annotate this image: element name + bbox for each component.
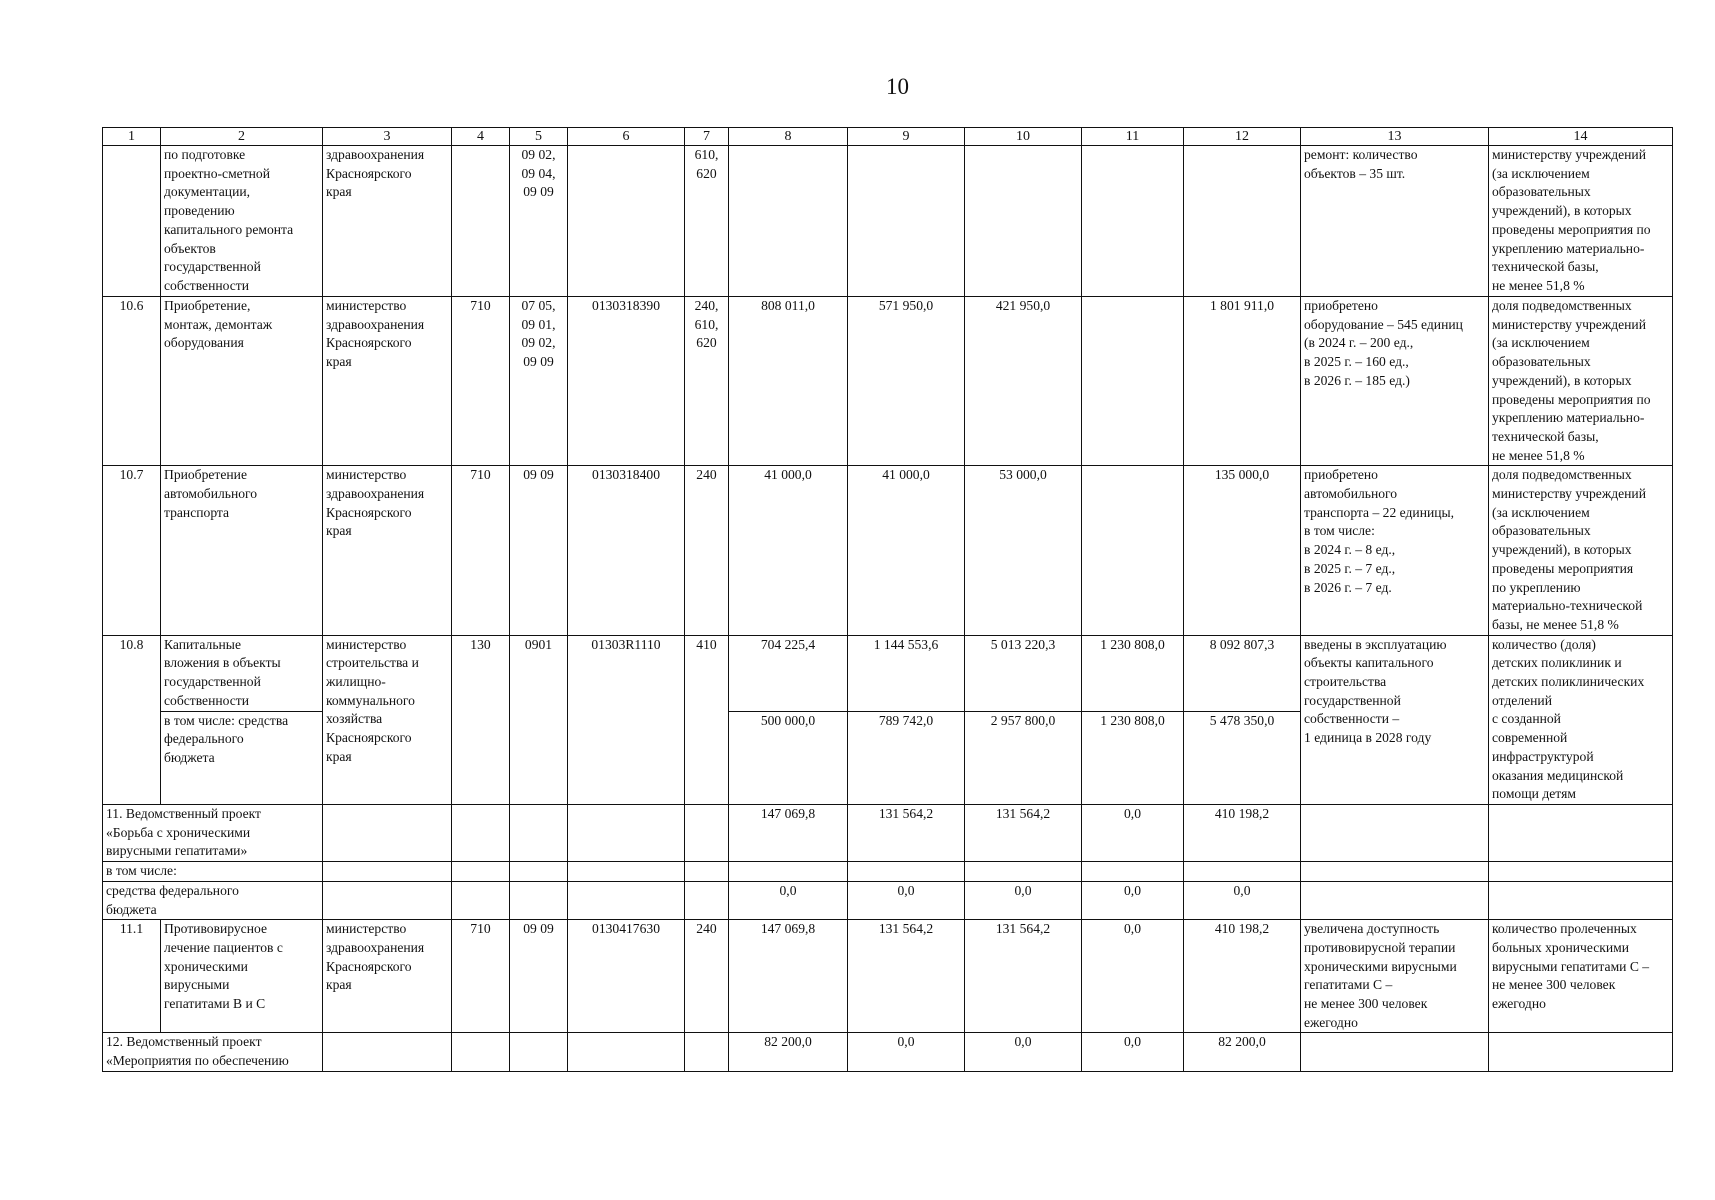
activity-name: Противовирусное лечение пациентов с хроническими вирусными гепатитами В и С [161,920,323,1033]
expense-type: 240 [685,920,729,1033]
amount-2026: 5 013 220,3 [965,635,1082,711]
amount-2024: 41 000,0 [729,466,848,635]
amount-2026: 0,0 [965,1033,1082,1071]
executor: здравоохранения Красноярского края [323,146,452,297]
table-row [103,804,1673,861]
target-code [568,146,685,297]
amount-total [1184,146,1301,297]
column-header: 8 [729,128,848,146]
grbs-code [452,146,510,297]
indicator: количество пролеченных больных хроническими вирусными гепатитами С – не менее 300 человек ежегодно [1489,920,1673,1033]
section-code: 09 09 [510,920,568,1033]
column-header: 7 [685,128,729,146]
amount-total: 0,0 [1184,881,1301,919]
executor: министерство здравоохранения Красноярского края [323,297,452,466]
column-header: 4 [452,128,510,146]
amount-2025 [848,146,965,297]
amount-2027: 0,0 [1082,881,1184,919]
amount-2025: 0,0 [848,881,965,919]
amount-2024: 147 069,8 [729,920,848,1033]
activity-subname: в том числе: средства федерального бюджета [161,711,323,804]
amount-2025: 131 564,2 [848,920,965,1033]
page-number: 10 [886,74,909,99]
row-number: 10.6 [103,297,161,466]
expense-type: 240, 610, 620 [685,297,729,466]
column-header: 6 [568,128,685,146]
target-code: 0130318390 [568,297,685,466]
amount-total: 1 801 911,0 [1184,297,1301,466]
section-code: 07 05, 09 01, 09 02, 09 09 [510,297,568,466]
column-header: 3 [323,128,452,146]
amount-2026: 131 564,2 [965,804,1082,861]
table-row [103,297,1673,466]
expense-type: 240 [685,466,729,635]
amount-total: 410 198,2 [1184,804,1301,861]
indicator: министерству учреждений (за исключением образовательных учреждений), в которых проведены мероприятия по укреплению материально- технической базы, не менее 51,8 % [1489,146,1673,297]
expected-result: увеличена доступность противовирусной терапии хроническими вирусными гепатитами С – не менее 300 человек ежегодно [1301,920,1489,1033]
amount-2024: 704 225,4 [729,635,848,711]
section-code: 09 09 [510,466,568,635]
federal-amount-total: 5 478 350,0 [1184,711,1301,804]
amount-2024: 147 069,8 [729,804,848,861]
column-header: 11 [1082,128,1184,146]
table-row [103,466,1673,635]
amount-2026: 421 950,0 [965,297,1082,466]
activity-name: Приобретение, монтаж, демонтаж оборудования [161,297,323,466]
amount-2025: 41 000,0 [848,466,965,635]
target-code: 0130318400 [568,466,685,635]
amount-2025: 571 950,0 [848,297,965,466]
executor: министерство здравоохранения Красноярского края [323,920,452,1033]
amount-2027: 0,0 [1082,920,1184,1033]
amount-2025: 131 564,2 [848,804,965,861]
column-header: 1 [103,128,161,146]
subtotal-label: в том числе: [103,862,323,882]
column-header: 10 [965,128,1082,146]
executor: министерство строительства и жилищно- коммунального хозяйства Красноярского края [323,635,452,804]
indicator: доля подведомственных министерству учреждений (за исключением образовательных учреждений), в которых проведены мероприятия по укреплению материально- технической базы, не менее 51,8 % [1489,297,1673,466]
column-header: 12 [1184,128,1301,146]
amount-2026 [965,146,1082,297]
federal-amount-2024: 500 000,0 [729,711,848,804]
expected-result: введены в эксплуатацию объекты капитального строительства государственной собственности – 1 единица в 2028 году [1301,635,1489,804]
amount-2026: 53 000,0 [965,466,1082,635]
grbs-code: 130 [452,635,510,804]
budget-table [102,127,1673,1072]
amount-2027: 0,0 [1082,804,1184,861]
target-code: 0130417630 [568,920,685,1033]
amount-2024: 0,0 [729,881,848,919]
activity-name: Приобретение автомобильного транспорта [161,466,323,635]
expected-result: приобретено оборудование – 545 единиц (в 2024 г. – 200 ед., в 2025 г. – 160 ед., в 2026 г. – 185 ед.) [1301,297,1489,466]
row-number: 10.7 [103,466,161,635]
amount-2027: 0,0 [1082,1033,1184,1071]
table-row [103,881,1673,919]
target-code: 01303R1110 [568,635,685,804]
amount-2027: 1 230 808,0 [1082,635,1184,711]
amount-total: 135 000,0 [1184,466,1301,635]
executor: министерство здравоохранения Красноярского края [323,466,452,635]
federal-amount-2026: 2 957 800,0 [965,711,1082,804]
federal-amount-2025: 789 742,0 [848,711,965,804]
amount-2024: 808 011,0 [729,297,848,466]
column-header: 5 [510,128,568,146]
row-number: 10.8 [103,635,161,804]
row-number: 11.1 [103,920,161,1033]
federal-budget-label: средства федерального бюджета [103,881,323,919]
expense-type: 410 [685,635,729,804]
activity-name: Капитальные вложения в объекты государственной собственности [161,635,323,711]
amount-total: 82 200,0 [1184,1033,1301,1071]
activity-name: по подготовке проектно-сметной документации, проведению капитального ремонта объектов государственной собственности [161,146,323,297]
column-number-row [103,128,1673,146]
amount-2027 [1082,146,1184,297]
column-header: 2 [161,128,323,146]
amount-2026: 0,0 [965,881,1082,919]
project-title: 12. Ведомственный проект «Мероприятия по обеспечению [103,1033,323,1071]
amount-2025: 1 144 553,6 [848,635,965,711]
column-header: 14 [1489,128,1673,146]
table-row [103,920,1673,1033]
indicator: доля подведомственных министерству учреждений (за исключением образовательных учреждений), в которых проведены мероприятия по укреплению материально-технической базы, не менее 51,8 % [1489,466,1673,635]
row-number [103,146,161,297]
amount-2024: 82 200,0 [729,1033,848,1071]
grbs-code: 710 [452,920,510,1033]
amount-2024 [729,146,848,297]
column-header: 9 [848,128,965,146]
grbs-code: 710 [452,466,510,635]
table-row [103,635,1673,711]
table-row [103,862,1673,882]
table-row [103,1033,1673,1071]
expected-result: ремонт: количество объектов – 35 шт. [1301,146,1489,297]
section-code: 09 02, 09 04, 09 09 [510,146,568,297]
column-header: 13 [1301,128,1489,146]
amount-2026: 131 564,2 [965,920,1082,1033]
amount-total: 410 198,2 [1184,920,1301,1033]
amount-total: 8 092 807,3 [1184,635,1301,711]
table-row [103,146,1673,297]
expense-type: 610, 620 [685,146,729,297]
expected-result: приобретено автомобильного транспорта – 22 единицы, в том числе: в 2024 г. – 8 ед., в 2025 г. – 7 ед., в 2026 г. – 7 ед. [1301,466,1489,635]
project-title: 11. Ведомственный проект «Борьба с хроническими вирусными гепатитами» [103,804,323,861]
indicator: количество (доля) детских поликлиник и детских поликлинических отделений с созданной современной инфраструктурой оказания медицинской помощи детям [1489,635,1673,804]
amount-2025: 0,0 [848,1033,965,1071]
grbs-code: 710 [452,297,510,466]
federal-amount-2027: 1 230 808,0 [1082,711,1184,804]
section-code: 0901 [510,635,568,804]
amount-2027 [1082,466,1184,635]
amount-2027 [1082,297,1184,466]
